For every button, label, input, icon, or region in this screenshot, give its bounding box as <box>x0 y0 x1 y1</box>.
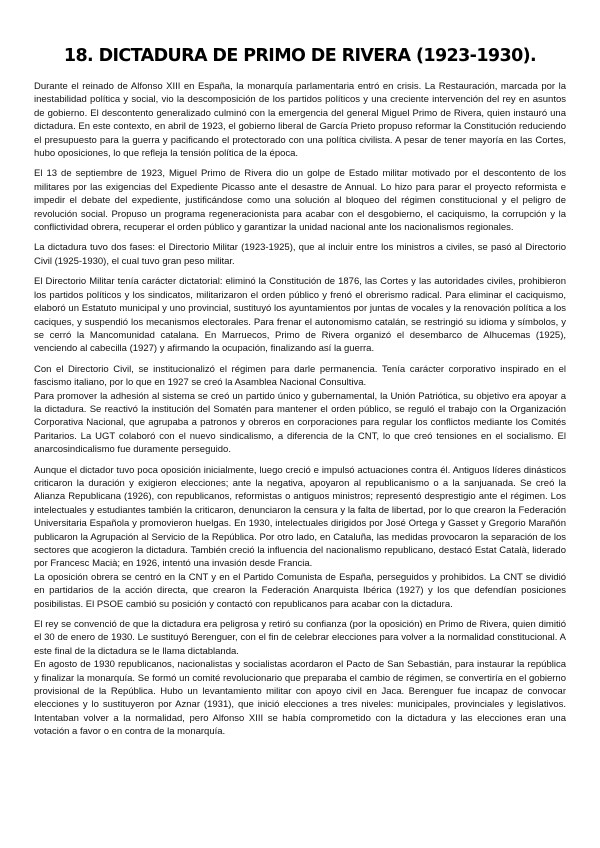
page-title: 18. DICTADURA DE PRIMO DE RIVERA (1923-1930). <box>63 46 537 66</box>
section-end-of-dictatorship <box>34 618 566 739</box>
paragraph: El rey se convenció de que la dictadura era peligrosa y retiró su confianza (por la oposición) en Primo de Rivera, quien dimitió el 30 de enero de 1930. Le sustituyó Berenguer, con el fin de celebrar elecciones para volver a la normalidad constitucional. A este final de la dictadura se le llama dictablanda. <box>34 619 566 657</box>
paragraph: Con el Directorio Civil, se institucionalizó el régimen para darle permanencia. Tenía carácter corporativo inspirado en el fascismo italiano, por lo que en 1927 se creó la Asamblea Nacional Consultiva. <box>34 363 566 389</box>
paragraph: El 13 de septiembre de 1923, Miguel Primo de Rivera dio un golpe de Estado militar motivado por el descontento de los militares por las exigencias del Expediente Picasso ante el desastre de Annual. Lo hizo para parar el proyecto reformista e impedir el debate del expediente, justificándose como una solución al bloqueo del régimen constitucional y el peligro de revolución social. Propuso un programa regeneracionista para acabar con el desgobierno, el caciquismo, la corrupción y la conflictividad obrera, recuperar el orden público y garantizar la unidad nacional ante los nacionalismos regionales. <box>34 168 566 234</box>
paragraph: Durante el reinado de Alfonso XIII en España, la monarquía parlamentaria entró en crisis. La Restauración, marcada por la inestabilidad política y social, vio la descomposición de los partidos políticos y una creciente intervención del rey en asuntos de gobierno. El descontento generalizado culminó con la emergencia del general Miguel Primo de Rivera, quien instauró una dictadura. En este contexto, en abril de 1923, el gobierno liberal de García Prieto propuso reformar la Constitución reduciendo el presupuesto para la guerra y pacificando el protectorado con una política civilista. A pesar de tener mayoría en las Cortes, hubo oposiciones, lo que refleja la tensión política de la época. <box>34 81 566 160</box>
paragraph: La dictadura tuvo dos fases: el Directorio Militar (1923-1925), que al incluir entre los ministros a civiles, se pasó al Directorio Civil (1925-1930), el cual tuvo gran peso militar. <box>34 242 566 267</box>
paragraph: La oposición obrera se centró en la CNT y en el Partido Comunista de España, perseguidos y prohibidos. La CNT se dividió en partidarios de la acción directa, que crearon la Federación Anarquista Ibérica (1927) y los que defendían posiciones posibilistas. El PSOE cambió su posición y contactó con republicanos para acabar con la dictadura. <box>34 571 566 610</box>
section-military-directorate <box>34 275 566 355</box>
section-intro <box>34 80 566 160</box>
section-opposition <box>34 464 566 611</box>
paragraph: En agosto de 1930 republicanos, nacionalistas y socialistas acordaron el Pacto de San Sebastián, para instaurar la república y finalizar la monarquía. Se formó un comité revolucionario que preparaba el cambio de régimen, se convertiría en el gobierno provisional de la República. Hubo un levantamiento militar con apoyo civil en Jaca. Berenguer fue incapaz de convocar elecciones y lo sustituyeron por Aznar (1931), que inició elecciones a tres niveles: municipales, provinciales y legislativos. Intentaban volver a la normalidad, pero Alfonso XIII se había comprometido con la dictadura y las elecciones eran una votación a favor o en contra de la monarquía. <box>34 659 566 738</box>
paragraph: Aunque el dictador tuvo poca oposición inicialmente, luego creció e impulsó actuaciones contra él. Antiguos líderes dinásticos criticaron la duración y exigieron elecciones; ante la negativa, apoyaron al republicanismo o a la sanjuanada. Se creó la Alianza Republicana (1926), con republicanos, reformistas o antiguos ministros; representó desprestigio ante el régimen. Los intelectuales y estudiantes también la criticaron, denunciaron la censura y la falta de libertad, por lo que crearon la Federación Universitaria Española y promovieron huelgas. En 1930, intelectuales dirigidos por José Ortega y Gasset y Gregorio Marañón publicaron la Agrupación al Servicio de la República. Por otro lado, en Cataluña, las medidas provocaron la separación de los sectores que acogieron la dictadura. También creció la influencia del nacionalismo republicano, destacó Estat Català, liderado por Francesc Macià; en 1926, intentó una invasión desde Francia. <box>34 464 566 570</box>
section-coup <box>34 167 566 234</box>
paragraph: El Directorio Militar tenía carácter dictatorial: eliminó la Constitución de 1876, las Cortes y las autoridades civiles, prohibieron los partidos políticos y los sindicatos, militarizaron el orden público y frenó el obrerismo radical. Para eliminar el caciquismo, elaboró un Estatuto municipal y uno provincial, sustituyó los ayuntamientos por juntas de vocales y la renovación política a los caciques, y suspendió los mecanismos electorales. Para frenar el autonomismo catalán, se restringió su idioma y símbolos, y se cerró la Mancomunidad catalana. En Marruecos, Primo de Rivera organizó el desembarco de Alhucemas (1925), venciendo al cabecilla (1927) y afirmando la ocupación, finalizando así la guerra. <box>34 276 566 355</box>
section-civil-directorate <box>34 363 566 457</box>
section-phases <box>34 241 566 268</box>
paragraph: Para promover la adhesión al sistema se creó un partido único y gubernamental, la Unión Patriótica, su objetivo era apoyar a la dictadura. Se reactivó la institución del Somatén para mantener el orden público, se reguló el trabajo con la Organización Corporativa Nacional, que agrupaba a patronos y obreros en corporaciones para regular los conflictos mediante los Comités Paritarios. La UGT colaboró con el nuevo sindicalismo, a diferencia de la CNT, lo que creó tensiones en el socialismo. El anarcosindicalismo fue duramente perseguido. <box>34 390 566 456</box>
